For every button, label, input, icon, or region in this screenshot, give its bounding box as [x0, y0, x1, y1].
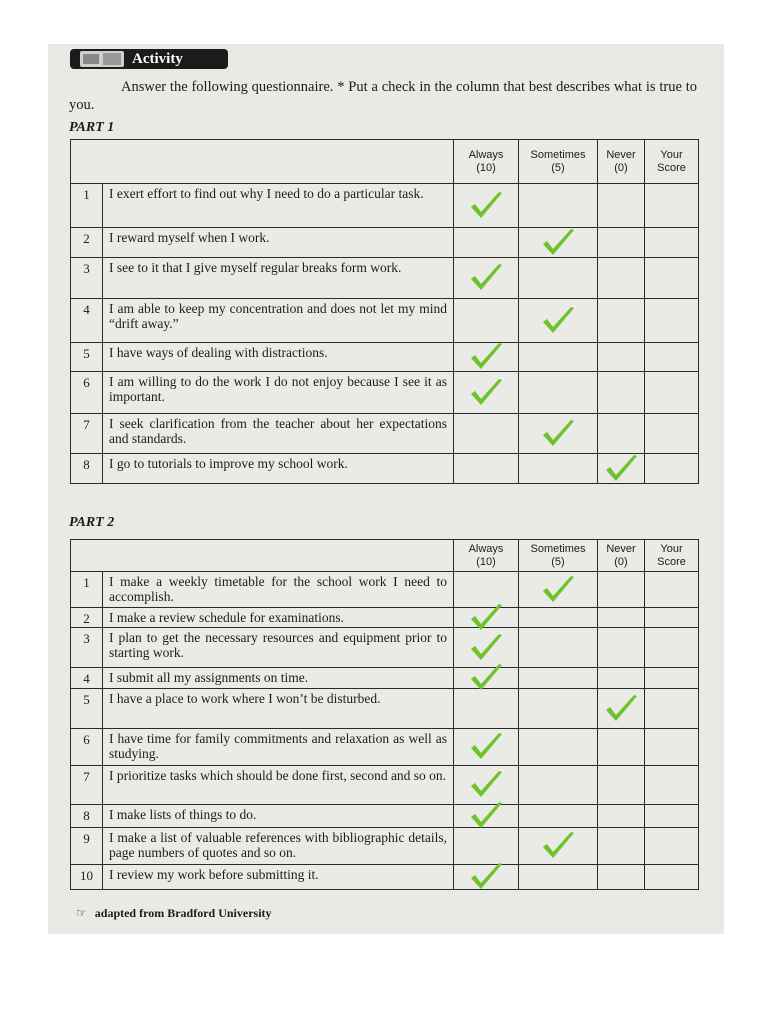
- score-cell[interactable]: [645, 258, 699, 299]
- check-cell-always[interactable]: [454, 184, 519, 228]
- item-number: 5: [71, 343, 103, 372]
- table-header-row: [71, 140, 699, 184]
- table-row: [71, 608, 699, 628]
- check-cell-always[interactable]: [454, 865, 519, 890]
- score-cell[interactable]: [645, 454, 699, 484]
- score-cell[interactable]: [645, 865, 699, 890]
- item-number: 6: [71, 372, 103, 414]
- check-cell-never[interactable]: [598, 228, 645, 258]
- check-cell-never[interactable]: [598, 608, 645, 628]
- check-cell-never[interactable]: [598, 299, 645, 343]
- header-blank: [71, 540, 454, 572]
- check-cell-never[interactable]: [598, 572, 645, 608]
- col-never: Never (0): [598, 540, 645, 572]
- worksheet-page: [48, 44, 724, 934]
- check-cell-never[interactable]: [598, 865, 645, 890]
- item-statement: I review my work before submitting it.: [103, 865, 454, 890]
- check-cell-always[interactable]: [454, 258, 519, 299]
- item-statement: I make a review schedule for examinations.: [103, 608, 454, 628]
- score-cell[interactable]: [645, 668, 699, 689]
- item-statement: I make a list of valuable references with bibliographic details, page numbers of quotes and so on.: [103, 828, 454, 865]
- check-mark-icon: [468, 377, 504, 409]
- score-cell[interactable]: [645, 184, 699, 228]
- table-row: [71, 184, 699, 228]
- check-mark-icon: [540, 418, 576, 450]
- check-cell-always[interactable]: [454, 299, 519, 343]
- source-footnote: ☞ adapted from Bradford University: [76, 906, 272, 920]
- item-number: 1: [71, 572, 103, 608]
- check-cell-sometimes[interactable]: [519, 228, 598, 258]
- check-mark-icon: [468, 262, 504, 294]
- part2-title: PART 2: [69, 515, 115, 530]
- col-always: Always (10): [454, 540, 519, 572]
- check-cell-sometimes[interactable]: [519, 766, 598, 805]
- check-cell-always[interactable]: [454, 228, 519, 258]
- check-cell-never[interactable]: [598, 689, 645, 729]
- check-cell-never[interactable]: [598, 805, 645, 828]
- check-cell-sometimes[interactable]: [519, 805, 598, 828]
- check-cell-never[interactable]: [598, 258, 645, 299]
- col-sometimes: Sometimes (5): [519, 140, 598, 184]
- item-statement: I prioritize tasks which should be done first, second and so on.: [103, 766, 454, 805]
- table-row: [71, 805, 699, 828]
- check-cell-sometimes[interactable]: [519, 184, 598, 228]
- table-row: [71, 828, 699, 865]
- check-cell-always[interactable]: [454, 766, 519, 805]
- check-cell-always[interactable]: [454, 689, 519, 729]
- check-mark-icon: [540, 830, 576, 862]
- item-number: 10: [71, 865, 103, 890]
- check-cell-never[interactable]: [598, 628, 645, 668]
- check-mark-icon: [468, 861, 504, 893]
- score-cell[interactable]: [645, 572, 699, 608]
- check-cell-sometimes[interactable]: [519, 299, 598, 343]
- score-cell[interactable]: [645, 299, 699, 343]
- item-statement: I make a weekly timetable for the school work I need to accomplish.: [103, 572, 454, 608]
- item-number: 8: [71, 454, 103, 484]
- check-cell-sometimes[interactable]: [519, 608, 598, 628]
- check-cell-always[interactable]: [454, 454, 519, 484]
- score-cell[interactable]: [645, 689, 699, 729]
- col-your-score: Your Score: [645, 140, 699, 184]
- item-number: 1: [71, 184, 103, 228]
- score-cell[interactable]: [645, 608, 699, 628]
- check-cell-always[interactable]: [454, 343, 519, 372]
- table-row: [71, 299, 699, 343]
- check-mark-icon: [603, 693, 639, 725]
- check-cell-never[interactable]: [598, 372, 645, 414]
- item-statement: I submit all my assignments on time.: [103, 668, 454, 689]
- check-cell-sometimes[interactable]: [519, 628, 598, 668]
- check-cell-never[interactable]: [598, 343, 645, 372]
- item-number: 2: [71, 608, 103, 628]
- check-cell-always[interactable]: [454, 828, 519, 865]
- check-mark-icon: [540, 227, 576, 259]
- activity-title: Activity: [132, 51, 183, 67]
- check-cell-sometimes[interactable]: [519, 258, 598, 299]
- item-number: 7: [71, 414, 103, 454]
- part1-title: PART 1: [69, 120, 115, 135]
- check-cell-sometimes[interactable]: [519, 668, 598, 689]
- check-cell-never[interactable]: [598, 454, 645, 484]
- check-cell-always[interactable]: [454, 805, 519, 828]
- item-statement: I plan to get the necessary resources and equipment prior to starting work.: [103, 628, 454, 668]
- score-cell[interactable]: [645, 729, 699, 766]
- check-mark-icon: [468, 769, 504, 801]
- item-number: 4: [71, 668, 103, 689]
- table-row: [71, 689, 699, 729]
- item-statement: I have a place to work where I won’t be disturbed.: [103, 689, 454, 729]
- score-cell[interactable]: [645, 766, 699, 805]
- score-cell[interactable]: [645, 628, 699, 668]
- check-cell-always[interactable]: [454, 608, 519, 628]
- item-statement: I am able to keep my concentration and does not let my mind “drift away.”: [103, 299, 454, 343]
- check-cell-sometimes[interactable]: [519, 343, 598, 372]
- check-mark-icon: [468, 632, 504, 664]
- check-cell-never[interactable]: [598, 828, 645, 865]
- activity-icon: [80, 51, 124, 67]
- item-number: 2: [71, 228, 103, 258]
- item-number: 4: [71, 299, 103, 343]
- check-cell-never[interactable]: [598, 729, 645, 766]
- table-row: [71, 228, 699, 258]
- item-statement: I go to tutorials to improve my school work.: [103, 454, 454, 484]
- check-cell-always[interactable]: [454, 729, 519, 766]
- item-statement: I am willing to do the work I do not enjoy because I see it as important.: [103, 372, 454, 414]
- check-cell-sometimes[interactable]: [519, 689, 598, 729]
- table-row: [71, 258, 699, 299]
- score-cell[interactable]: [645, 228, 699, 258]
- item-statement: I seek clarification from the teacher about her expectations and standards.: [103, 414, 454, 454]
- item-statement: I have ways of dealing with distractions.: [103, 343, 454, 372]
- table-row: [71, 668, 699, 689]
- check-cell-never[interactable]: [598, 184, 645, 228]
- item-number: 6: [71, 729, 103, 766]
- check-cell-always[interactable]: [454, 414, 519, 454]
- item-statement: I have time for family commitments and relaxation as well as studying.: [103, 729, 454, 766]
- item-statement: I see to it that I give myself regular breaks form work.: [103, 258, 454, 299]
- check-mark-icon: [468, 341, 504, 373]
- check-cell-never[interactable]: [598, 766, 645, 805]
- table-row: [71, 372, 699, 414]
- item-number: 9: [71, 828, 103, 865]
- item-number: 8: [71, 805, 103, 828]
- col-sometimes: Sometimes (5): [519, 540, 598, 572]
- check-cell-sometimes[interactable]: [519, 372, 598, 414]
- table-row: [71, 572, 699, 608]
- score-cell[interactable]: [645, 372, 699, 414]
- part1-table: [70, 139, 699, 484]
- item-statement: I reward myself when I work.: [103, 228, 454, 258]
- score-cell[interactable]: [645, 343, 699, 372]
- check-cell-sometimes[interactable]: [519, 729, 598, 766]
- header-blank: [71, 140, 454, 184]
- score-cell[interactable]: [645, 828, 699, 865]
- table-row: [71, 414, 699, 454]
- item-number: 7: [71, 766, 103, 805]
- check-cell-sometimes[interactable]: [519, 828, 598, 865]
- check-cell-sometimes[interactable]: [519, 414, 598, 454]
- table-row: [71, 628, 699, 668]
- activity-banner: [70, 49, 228, 69]
- check-cell-always[interactable]: [454, 372, 519, 414]
- item-statement: I make lists of things to do.: [103, 805, 454, 828]
- score-cell[interactable]: [645, 805, 699, 828]
- col-never: Never (0): [598, 140, 645, 184]
- check-mark-icon: [603, 453, 639, 485]
- table-row: [71, 454, 699, 484]
- table-row: [71, 343, 699, 372]
- score-cell[interactable]: [645, 414, 699, 454]
- check-cell-never[interactable]: [598, 668, 645, 689]
- check-mark-icon: [468, 731, 504, 763]
- check-mark-icon: [468, 190, 504, 222]
- check-cell-sometimes[interactable]: [519, 454, 598, 484]
- instructions: Answer the following questionnaire. * Put a check in the column that best describes what is true to you.: [69, 79, 697, 113]
- check-cell-sometimes[interactable]: [519, 865, 598, 890]
- part2-table: [70, 539, 699, 890]
- check-cell-always[interactable]: [454, 668, 519, 689]
- pointing-hand-icon: ☞: [76, 906, 87, 920]
- check-cell-sometimes[interactable]: [519, 572, 598, 608]
- table-row: [71, 766, 699, 805]
- col-always: Always (10): [454, 140, 519, 184]
- item-number: 3: [71, 628, 103, 668]
- item-number: 5: [71, 689, 103, 729]
- table-row: [71, 865, 699, 890]
- table-header-row: [71, 540, 699, 572]
- check-mark-icon: [540, 305, 576, 337]
- col-your-score: Your Score: [645, 540, 699, 572]
- item-statement: I exert effort to find out why I need to do a particular task.: [103, 184, 454, 228]
- check-cell-never[interactable]: [598, 414, 645, 454]
- check-mark-icon: [540, 574, 576, 606]
- item-number: 3: [71, 258, 103, 299]
- table-row: [71, 729, 699, 766]
